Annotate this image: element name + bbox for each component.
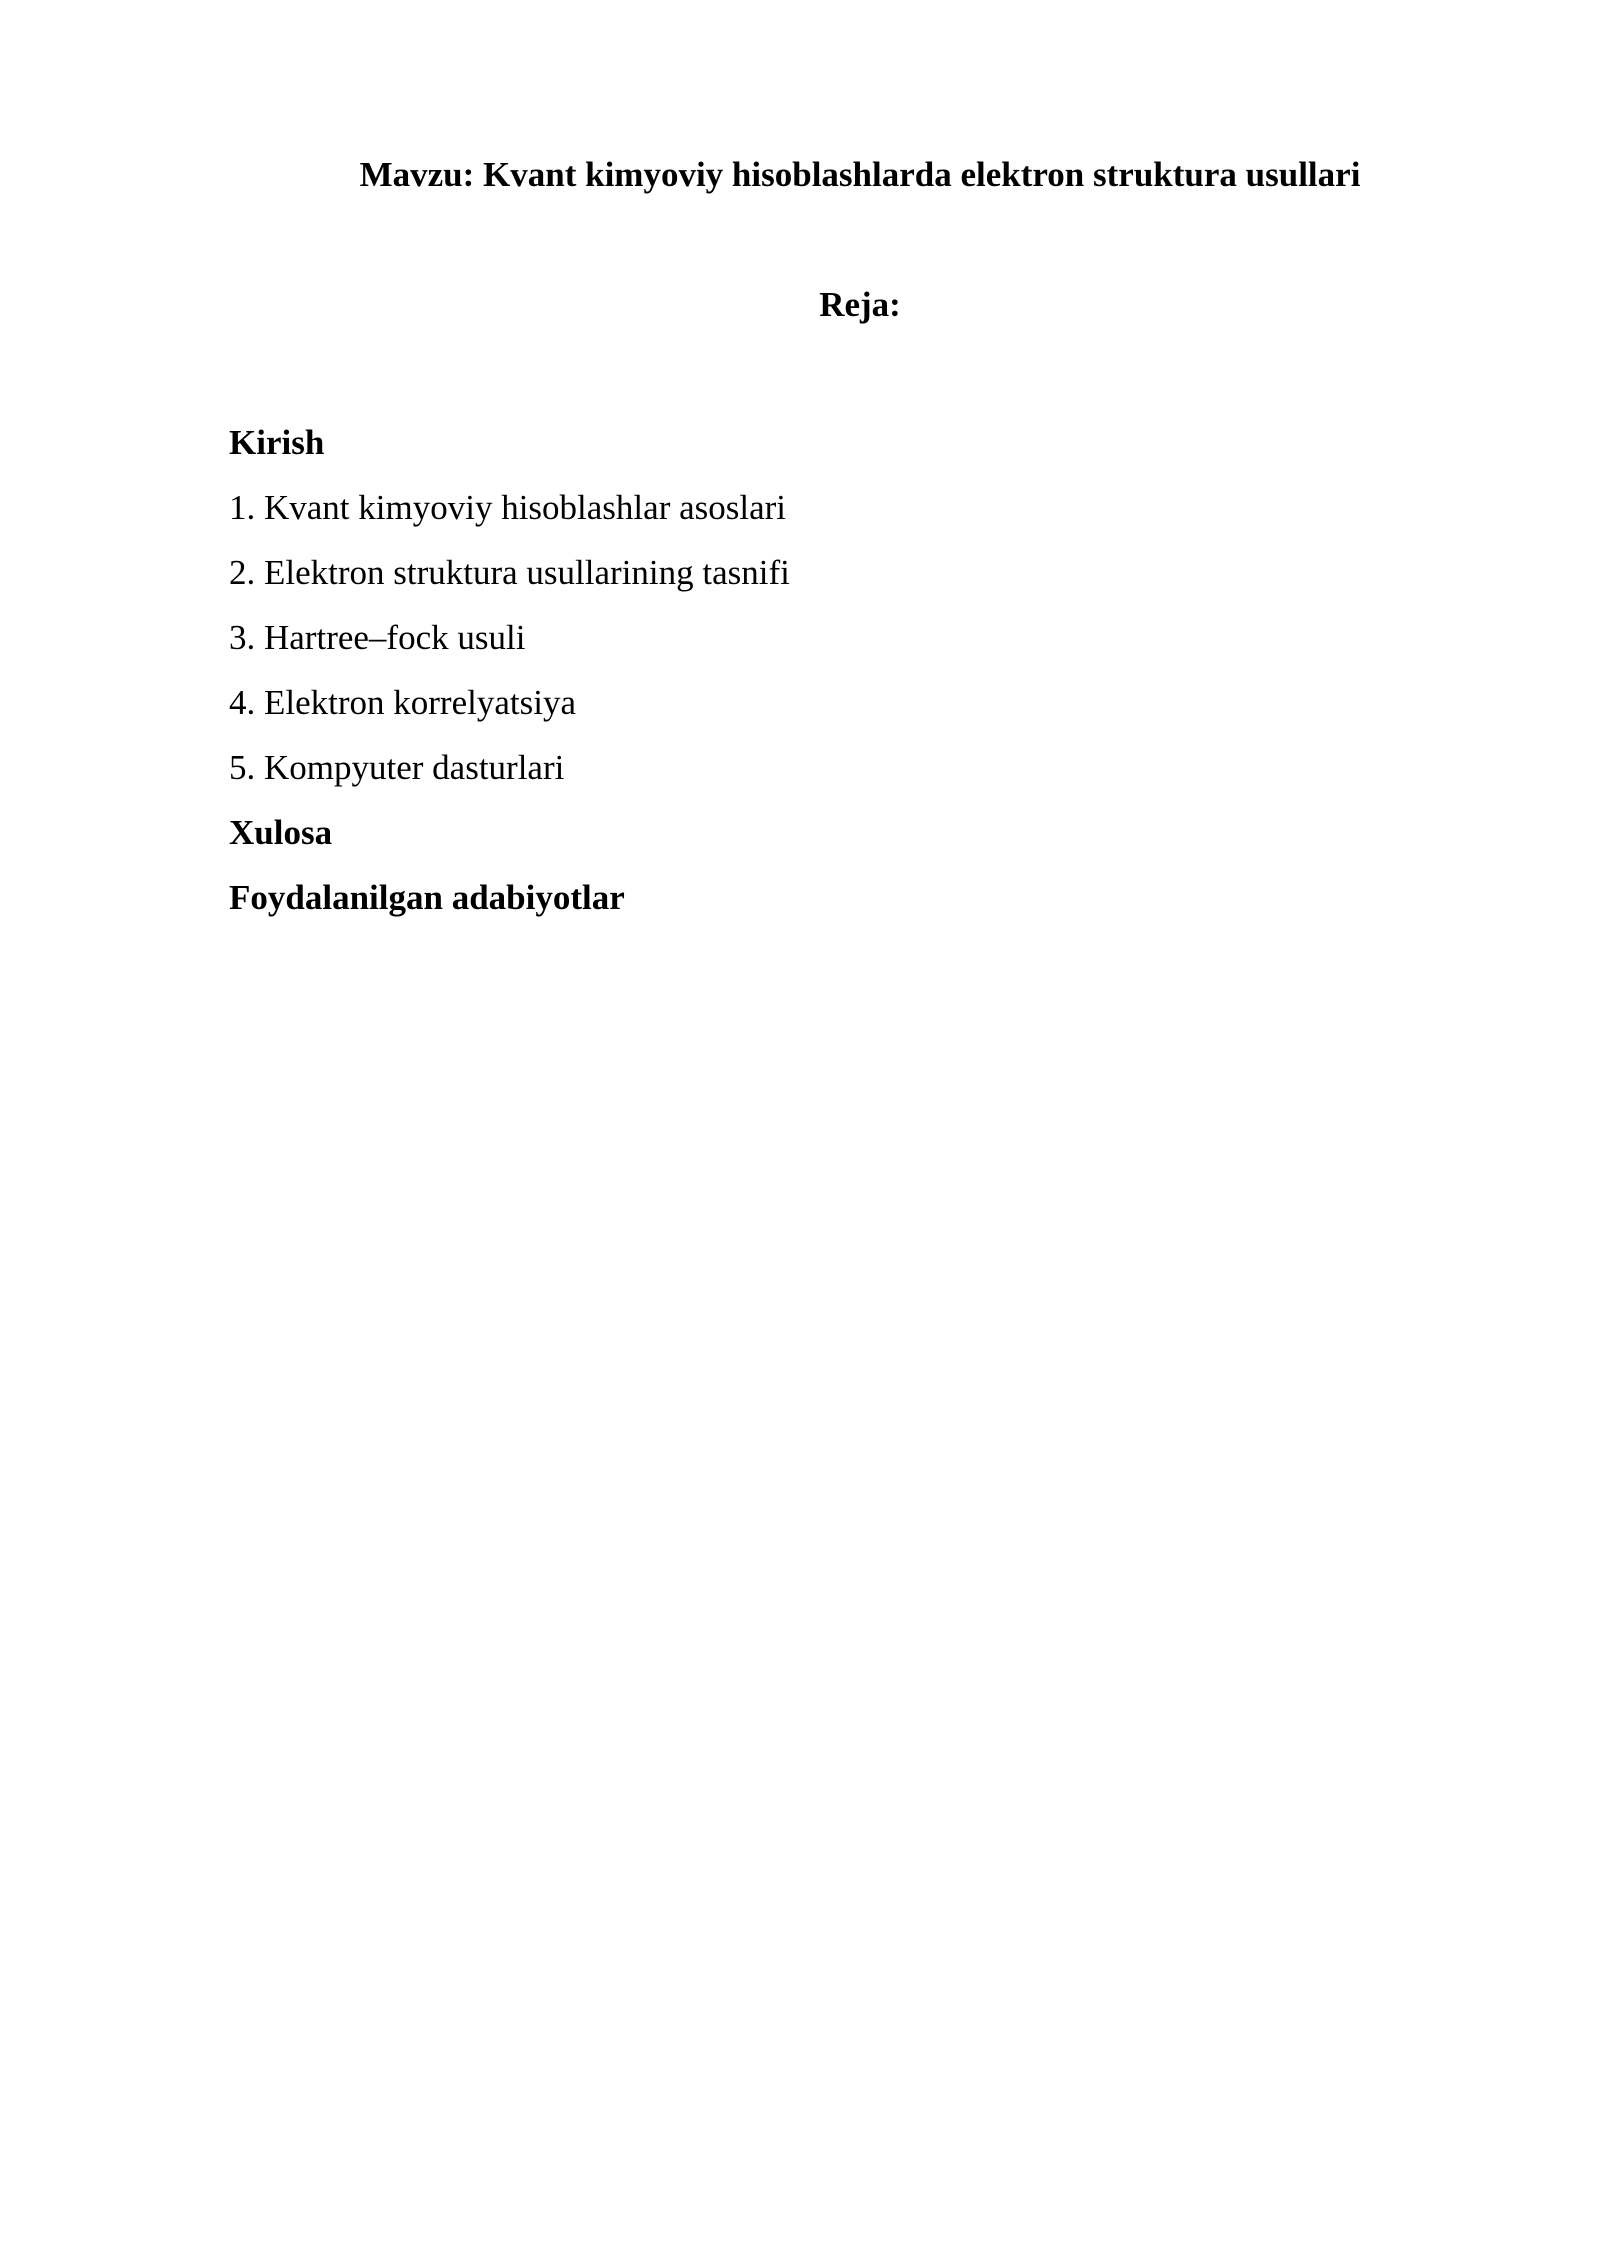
document-title: Mavzu: Kvant kimyoviy hisoblashlarda elektron struktura usullari: [359, 155, 1361, 194]
plan-item-4: 4. Elektron korrelyatsiya: [229, 683, 576, 722]
plan-heading: Reja:: [819, 285, 901, 324]
plan-list: [229, 410, 1429, 930]
plan-item-2: 2. Elektron struktura usullarining tasnifi: [229, 553, 790, 592]
plan-item-3: 3. Hartree–fock usuli: [229, 618, 526, 657]
plan-item-5: 5. Kompyuter dasturlari: [229, 748, 565, 787]
plan-item-intro: Kirish: [229, 423, 325, 462]
plan-item-1: 1. Kvant kimyoviy hisoblashlar asoslari: [229, 488, 787, 527]
plan-item-conclusion: Xulosa: [229, 813, 333, 852]
plan-item-references: Foydalanilgan adabiyotlar: [229, 878, 625, 917]
